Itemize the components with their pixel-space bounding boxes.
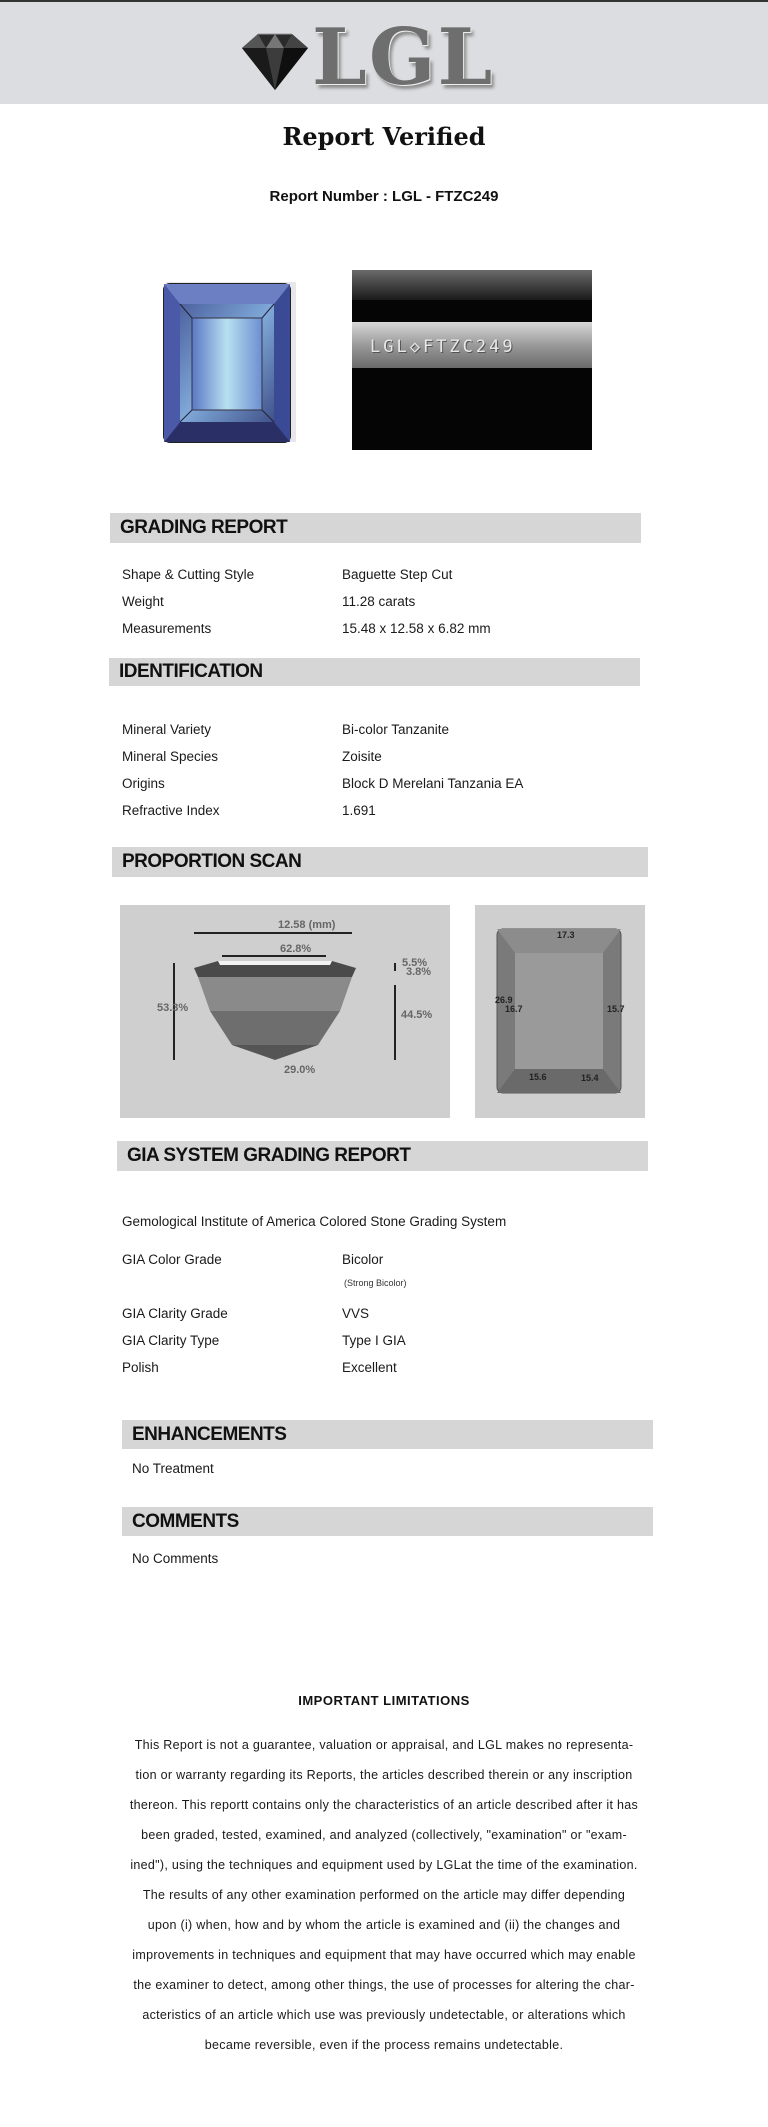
laser-inscription-photo <box>352 270 592 450</box>
limitations-line: acteristics of an article which use was previously undetectable, or alterations which <box>142 2008 626 2022</box>
gia-value-color: Bicolor <box>342 1252 384 1267</box>
grading-label-weight: Weight <box>122 594 164 609</box>
gia-label-clarity-grade: GIA Clarity Grade <box>122 1306 228 1321</box>
grading-label-shape: Shape & Cutting Style <box>122 567 255 582</box>
proportion-scan-heading: PROPORTION SCAN <box>112 847 648 877</box>
limitations-line: the examiner to detect, among other things, the use of processes for altering the char- <box>133 1978 635 1992</box>
grading-value-weight: 11.28 carats <box>342 594 416 609</box>
identification-heading: IDENTIFICATION <box>109 658 640 686</box>
enhancements-text: No Treatment <box>132 1461 214 1476</box>
profile-total-depth-label: 53.3% <box>157 1002 189 1014</box>
limitations-line: ined"), using the techniques and equipment used by LGLat the time of the examination. <box>130 1858 638 1872</box>
top-view-top-label: 17.3 <box>557 930 575 940</box>
id-label-origins: Origins <box>122 776 165 791</box>
lgl-logo <box>232 12 495 103</box>
top-view-left-inner-label: 16.7 <box>505 1004 523 1014</box>
gia-label-clarity-type: GIA Clarity Type <box>122 1333 220 1348</box>
profile-crown-label: 5.5% <box>402 957 428 969</box>
top-view-bottom-right-label: 15.4 <box>581 1073 599 1083</box>
profile-culet-label: 29.0% <box>284 1064 316 1076</box>
inscription-text: LGL◇FTZC249 <box>370 337 516 357</box>
comments-heading: COMMENTS <box>122 1507 653 1536</box>
limitations-line: been graded, tested, examined, and analyzed (collectively, "examination" or "exam- <box>141 1828 627 1842</box>
enhancements-heading: ENHANCEMENTS <box>122 1420 653 1449</box>
gia-color-note: (Strong Bicolor) <box>344 1278 407 1288</box>
grading-value-shape: Baguette Step Cut <box>342 567 453 582</box>
id-value-origins: Block D Merelani Tanzania EA <box>342 776 524 791</box>
profile-girdle-label: 3.8% <box>406 966 432 978</box>
profile-width-label: 12.58 (mm) <box>278 919 336 931</box>
limitations-line: became reversible, even if the process remains undetectable. <box>204 2038 564 2052</box>
id-label-refractive: Refractive Index <box>122 803 220 818</box>
grading-label-measurements: Measurements <box>122 621 212 636</box>
grading-value-measurements: 15.48 x 12.58 x 6.82 mm <box>342 621 491 636</box>
proportion-profile-diagram <box>120 905 450 1118</box>
profile-table-label: 62.8% <box>280 943 312 955</box>
id-value-refractive: 1.691 <box>342 803 376 818</box>
top-view-bottom-left-label: 15.6 <box>529 1072 547 1082</box>
limitations-line: tion or warranty regarding its Reports, the articles described therein or any inscription <box>135 1768 633 1782</box>
diamond-logo-icon <box>232 26 318 96</box>
header-bar <box>0 0 768 104</box>
report-number: Report Number : LGL - FTZC249 <box>269 188 499 205</box>
gia-value-clarity-type: Type I GIA <box>342 1333 406 1348</box>
proportion-top-view-diagram <box>475 905 645 1118</box>
id-label-variety: Mineral Variety <box>122 722 212 737</box>
gia-value-polish: Excellent <box>342 1360 397 1375</box>
gia-grading-heading: GIA SYSTEM GRADING REPORT <box>117 1141 648 1171</box>
grading-report-heading: GRADING REPORT <box>110 513 641 543</box>
limitations-line: improvements in techniques and equipment that may have occurred which may enable <box>132 1948 636 1962</box>
limitations-line: upon (i) when, how and by whom the article is examined and (ii) the changes and <box>147 1918 621 1932</box>
limitations-heading: IMPORTANT LIMITATIONS <box>298 1693 470 1708</box>
profile-pavilion-label: 44.5% <box>401 1009 433 1021</box>
page-title: Report Verified <box>282 122 486 151</box>
limitations-line: This Report is not a guarantee, valuation or appraisal, and LGL makes no representa- <box>134 1738 634 1752</box>
limitations-line: The results of any other examination performed on the article may differ depending <box>142 1888 626 1902</box>
limitations-line: thereon. This reportt contains only the characteristics of an article described after it has <box>129 1798 639 1812</box>
comments-text: No Comments <box>132 1551 219 1566</box>
top-view-right-label: 15.7 <box>607 1004 625 1014</box>
id-value-species: Zoisite <box>342 749 382 764</box>
gemstone-photo <box>134 270 324 460</box>
gia-value-clarity-grade: VVS <box>342 1306 370 1321</box>
gia-intro-text: Gemological Institute of America Colored Stone Grading System <box>122 1214 507 1229</box>
id-label-species: Mineral Species <box>122 749 219 764</box>
gia-label-color: GIA Color Grade <box>122 1252 222 1267</box>
logo-text: LGL <box>312 12 495 103</box>
id-value-variety: Bi-color Tanzanite <box>342 722 450 737</box>
gia-label-polish: Polish <box>122 1360 159 1375</box>
top-view-left-outer-label: 26.9 <box>495 995 513 1005</box>
